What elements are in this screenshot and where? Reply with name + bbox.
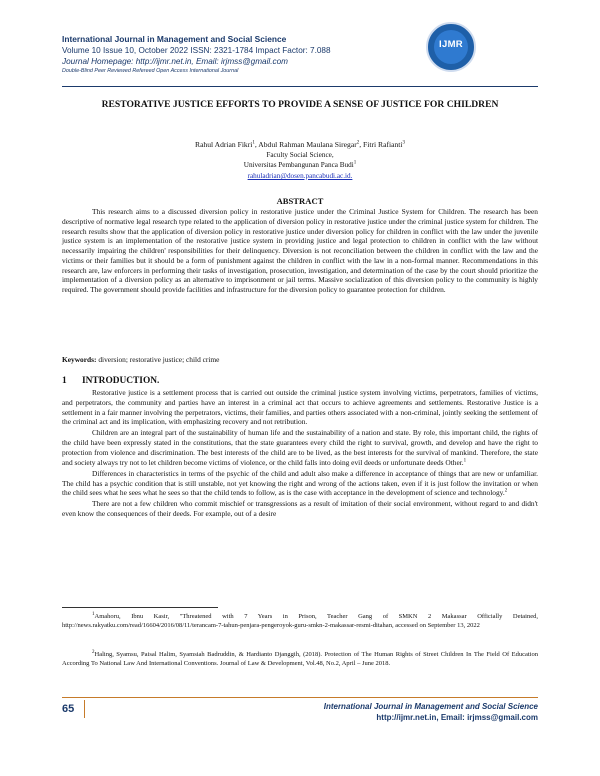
abstract-text: This research aims to a discussed diversion policy in restorative justice under the Criminal Justice System for Children. The research has been descriptive of normative legal research type related to the application of diversion policy in restorative justice under the criminal justice system for children. The research results show that the application of diversion policy in restorative justice under diversion policy for children in conflict with the law under the juvenile justice system is an implementation of the restorative justice system in providing justice and legal protection to children in conflict with the law without necessarily impairing the children' responsibilities for their delinquency. Diversion is not reconciliation between the children in conflict with the law and the victims or their families but it should be a form of punishment against the children in conflict with the law in a non-formal manner. Recommendations in this research are, law enforcers in performing their tasks of investigation, prosecution, investigation, and determination of the case by the court should prioritize the implementation of a diversion policy as an alternative to imprisonment or jail terms. Massive socialization of this diversion policy to the community is highly required. The government should provide facilities and infrastructure for the diversion policy to guarantee protection for children. <box>62 207 538 294</box>
keywords-line <box>62 355 538 365</box>
footnote-1 <box>62 612 538 630</box>
footnote-ref-1[interactable]: 1 <box>463 458 467 464</box>
footnote-1-marker: 1 <box>92 611 95 617</box>
footer-info <box>158 701 538 723</box>
author-1-sup: 1 <box>252 140 255 146</box>
paragraph-2 <box>62 428 538 467</box>
footnote-2 <box>62 650 538 668</box>
paragraph-3-text: Differences in characteristics in terms of the psychic of the child and adult also make a difference in acceptance of things that are new or unfamiliar. The child has a psychic condition that is still unstable, not yet knowing the right and wrong of the actions taken, even if it is just follow the invitation or when the child sees what he sees what he sees so that the child tends to follow, as is the case with acceptance in the development of science and technology. <box>62 468 538 498</box>
footer-contact[interactable]: http://ijmr.net.in, Email: irjmss@gmail.com <box>376 713 538 722</box>
affiliation-university <box>62 161 538 171</box>
footer-divider <box>62 697 538 698</box>
affiliation-faculty: Faculty Social Science, <box>266 151 334 159</box>
paragraph-3 <box>62 469 538 498</box>
footnote-ref-2[interactable]: 2 <box>504 488 508 494</box>
author-email-line <box>62 172 538 182</box>
keywords-values: diversion; restorative justice; child crime <box>96 355 220 364</box>
paragraph-2-text: Children are an integral part of the sustainability of human life and the sustainability of a nation and state. By role, this important child, the rights of the child have been expressly stated in the constitutions, that the state guarantees every child the right to survival, growth, and develop and have the right to protection from violence and discrimination. The best interests of the child are to be lived, as the best interests for the survival of mankind. Therefore, the state and society always try not to let children become victims of violence, or the child falls into doing evil deeds or unfortunate deeds Other. <box>62 428 538 467</box>
journal-logo <box>426 22 476 72</box>
footer-journal-name: International Journal in Management and Social Science <box>323 702 538 711</box>
university-name: Universitas Pembangunan Panca Budi <box>243 161 354 169</box>
page-number: 65 <box>62 700 85 718</box>
keywords-label: Keywords: <box>62 355 97 364</box>
footnote-2-marker: 2 <box>92 649 95 655</box>
author-3-sup: 3 <box>402 140 405 146</box>
section-heading <box>62 376 159 386</box>
section-number: 1 <box>62 376 67 386</box>
university-sup: 1 <box>353 160 357 166</box>
paragraph-4: There are not a few children who commit mischief or transgressions as a result of imitation of their social environment, without regard to and didn't even know the consequences of their deeds. For example, out of a desire <box>62 499 538 519</box>
footnote-2-text: Haling, Syamsu, Paisal Halim, Syamsiah Badruddin, & Hardianto Djanggih, (2018). Protection of The Human Rights of Street Children In The Field Of Education According To National Law And International Conventions. Journal of Law & Development, Vol.48, No.2, April – June 2018. <box>62 651 538 668</box>
journal-homepage[interactable]: Journal Homepage: http://ijmr.net.in, Email: irjmss@gmail.com <box>62 57 288 66</box>
header-divider <box>62 86 538 87</box>
journal-header <box>62 34 422 75</box>
journal-name: International Journal in Management and Social Science <box>62 34 287 44</box>
author-email-link[interactable]: rahuladrian@dosen.pancabudi.ac.id. <box>247 172 353 180</box>
section-body <box>62 388 538 520</box>
paragraph-1: Restorative justice is a settlement process that is carried out outside the criminal justice system involving victims, perpetrators, families of victims, and perpetrators, the community and parties have an interest in a criminal act that occurs to achieve agreements and settlements. Restorative Justice is a settlement in a fair manner involving the perpetrators, victims, their families, and parties others associated with a non-criminal, jointly seeking the settlement of the criminal act and its implication, with emphasizing recovery and not retribution. <box>62 388 538 427</box>
section-title: INTRODUCTION. <box>82 376 160 386</box>
author-1: Rahul Adrian Fikri <box>195 140 253 149</box>
volume-info: Volume 10 Issue 10, October 2022 ISSN: 2321-1784 Impact Factor: 7.088 <box>62 46 331 55</box>
paper-title: RESTORATIVE JUSTICE EFFORTS TO PROVIDE A SENSE OF JUSTICE FOR CHILDREN <box>101 99 499 110</box>
author-3: , Fitri Rafianti <box>359 140 403 149</box>
abstract-heading: ABSTRACT <box>276 196 324 206</box>
logo-text: IJMR <box>439 39 463 50</box>
footnote-divider <box>62 607 218 608</box>
footnote-1-text: Amahoru, Ibnu Kasir, "Threatened with 7 Years in Prison, Teacher Gang of SMKN 2 Makassar Officially Detained, http://news.rakyatku.com/read/16604/2016/08/11/terancam-7-tahun-penjara-pengeroyok-guru-smkn-2-makassar-resmi-ditahan, accessed on September 13, 2022 <box>62 613 538 630</box>
author-2-sup: 2 <box>356 140 360 146</box>
journal-tagline: Double-Blind Peer Reviewed Refereed Open Access International Journal <box>62 68 239 74</box>
author-list <box>62 140 538 150</box>
author-2: , Abdul Rahman Maulana Siregar <box>254 140 357 149</box>
